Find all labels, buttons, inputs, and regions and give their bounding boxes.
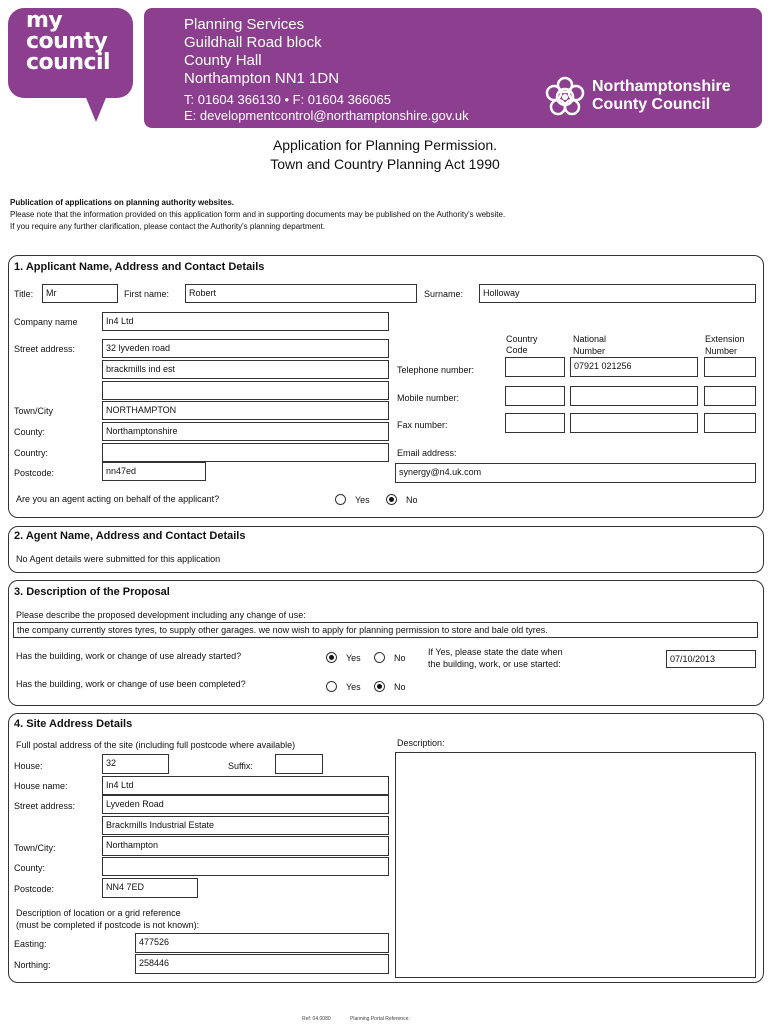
publication-note-2: If you require any further clarification, please contact the Authority's planning department. xyxy=(10,222,326,231)
street-label: Street address: xyxy=(14,344,76,354)
first-name-field[interactable]: Robert xyxy=(185,284,417,303)
address-line-2: Guildhall Road block xyxy=(184,34,322,51)
address-phone: T: 01604 366130 • F: 01604 366065 xyxy=(184,92,391,107)
house-field[interactable]: 32 xyxy=(102,754,169,774)
proposal-description-field[interactable]: the company currently stores tyres, to supply other garages. we now wish to apply for planning permission to store and bale old tyres. xyxy=(13,622,758,638)
completed-no-label: No xyxy=(394,682,406,692)
house-name-field[interactable]: In4 Ltd xyxy=(102,776,389,795)
street-field-1[interactable]: 32 lyveden road xyxy=(102,339,389,358)
county-label: County: xyxy=(14,427,46,437)
date-prompt-line-2: the building, work, or use started: xyxy=(428,659,561,669)
agent-no-label: No xyxy=(406,495,418,505)
started-yes-radio[interactable] xyxy=(326,652,337,663)
telephone-country-code[interactable] xyxy=(505,357,565,377)
my-county-council-logo: my county council xyxy=(26,8,111,75)
publication-note-1: Please note that the information provided on this application form and in supporting documents may be published on the Authority's website. xyxy=(10,210,506,219)
postcode-field[interactable]: nn47ed xyxy=(102,462,206,481)
address-line-1: Planning Services xyxy=(184,16,305,33)
agent-no-radio[interactable] xyxy=(386,494,397,505)
section-1-title: 1. Applicant Name, Address and Contact Details xyxy=(14,261,265,273)
site-address-prompt: Full postal address of the site (including full postcode where available) xyxy=(16,740,296,750)
mobile-number-field[interactable] xyxy=(570,386,698,406)
section-3-title: 3. Description of the Proposal xyxy=(14,586,170,598)
email-field[interactable]: synergy@n4.uk.com xyxy=(395,463,756,483)
first-name-label: First name: xyxy=(124,289,170,299)
site-town-label: Town/City: xyxy=(14,843,56,853)
site-street-label: Street address: xyxy=(14,801,76,811)
logo-tail xyxy=(82,88,110,122)
site-county-label: County: xyxy=(14,863,46,873)
house-name-label: House name: xyxy=(14,781,68,791)
completed-no-radio[interactable] xyxy=(374,681,385,692)
postcode-label: Postcode: xyxy=(14,468,55,478)
site-town-field[interactable]: Northampton xyxy=(102,836,389,856)
easting-field[interactable]: 477526 xyxy=(135,933,389,953)
section-2-title: 2. Agent Name, Address and Contact Details xyxy=(14,530,246,542)
grid-prompt-line-2: (must be completed if postcode is not known): xyxy=(16,920,200,930)
address-email: E: developmentcontrol@northamptonshire.gov.uk xyxy=(184,108,469,123)
town-field[interactable]: NORTHAMPTON xyxy=(102,401,389,420)
agent-yes-radio[interactable] xyxy=(335,494,346,505)
title-label: Title: xyxy=(14,289,34,299)
easting-label: Easting: xyxy=(14,939,47,949)
agent-note: No Agent details were submitted for this application xyxy=(16,554,221,564)
street-field-2[interactable]: brackmills ind est xyxy=(102,360,389,379)
agent-yes-label: Yes xyxy=(355,495,370,505)
mobile-country-code[interactable] xyxy=(505,386,565,406)
house-label: House: xyxy=(14,761,43,771)
publication-heading: Publication of applications on planning authority websites. xyxy=(10,198,235,207)
mobile-extension[interactable] xyxy=(704,386,756,406)
country-field[interactable] xyxy=(102,443,389,462)
proposal-prompt: Please describe the proposed development including any change of use: xyxy=(16,610,306,620)
email-label: Email address: xyxy=(397,448,457,458)
suffix-label: Suffix: xyxy=(228,761,253,771)
title-field[interactable]: Mr xyxy=(42,284,118,303)
site-postcode-label: Postcode: xyxy=(14,884,55,894)
country-label: Country: xyxy=(14,448,49,458)
grid-prompt-line-1: Description of location or a grid reference xyxy=(16,908,181,918)
extension-header: Extension Number xyxy=(705,334,745,356)
street-field-3[interactable] xyxy=(102,381,389,400)
completed-question: Has the building, work or change of use been completed? xyxy=(16,679,246,689)
completed-yes-label: Yes xyxy=(346,682,361,692)
fax-extension[interactable] xyxy=(704,413,756,433)
agent-question: Are you an agent acting on behalf of the applicant? xyxy=(16,494,220,504)
started-question: Has the building, work or change of use already started? xyxy=(16,651,242,661)
started-no-label: No xyxy=(394,653,406,663)
telephone-label: Telephone number: xyxy=(397,365,475,375)
form-title-line-1: Application for Planning Permission. xyxy=(272,137,498,153)
footer-ref: Ref: 04.0080 xyxy=(302,1016,331,1022)
site-description-label: Description: xyxy=(397,738,445,748)
rose-emblem-icon xyxy=(543,75,587,119)
address-line-4: Northampton NN1 1DN xyxy=(184,70,340,87)
surname-field[interactable]: Holloway xyxy=(479,284,756,303)
date-prompt-line-1: If Yes, please state the date when xyxy=(428,647,563,657)
site-postcode-field[interactable]: NN4 7ED xyxy=(102,878,198,898)
company-field[interactable]: In4 Ltd xyxy=(102,312,389,331)
site-county-field[interactable] xyxy=(102,857,389,876)
town-label: Town/City xyxy=(14,406,54,416)
northing-field[interactable]: 258446 xyxy=(135,954,389,974)
mobile-label: Mobile number: xyxy=(397,393,460,403)
site-street-field-2[interactable]: Brackmills Industrial Estate xyxy=(102,816,389,835)
org-name: Northamptonshire County Council xyxy=(592,78,731,113)
site-description-field[interactable] xyxy=(395,752,756,978)
fax-label: Fax number: xyxy=(397,420,448,430)
address-line-3: County Hall xyxy=(184,52,262,69)
fax-country-code[interactable] xyxy=(505,413,565,433)
telephone-extension[interactable] xyxy=(704,357,756,377)
fax-number-field[interactable] xyxy=(570,413,698,433)
site-street-field-1[interactable]: Lyveden Road xyxy=(102,795,389,814)
section-4-title: 4. Site Address Details xyxy=(14,718,133,730)
start-date-field[interactable]: 07/10/2013 xyxy=(666,650,756,668)
footer-portal-ref: Planning Portal Reference: xyxy=(350,1016,410,1022)
telephone-number-field[interactable]: 07921 021256 xyxy=(570,357,698,377)
country-code-header: Country Code xyxy=(506,334,538,355)
started-yes-label: Yes xyxy=(346,653,361,663)
national-number-header: National Number xyxy=(573,334,607,356)
started-no-radio[interactable] xyxy=(374,652,385,663)
surname-label: Surname: xyxy=(424,289,464,299)
form-title-line-2: Town and Country Planning Act 1990 xyxy=(270,156,500,172)
northing-label: Northing: xyxy=(14,960,51,970)
suffix-field[interactable] xyxy=(275,754,323,774)
company-label: Company name xyxy=(14,317,78,327)
completed-yes-radio[interactable] xyxy=(326,681,337,692)
county-field[interactable]: Northamptonshire xyxy=(102,422,389,441)
